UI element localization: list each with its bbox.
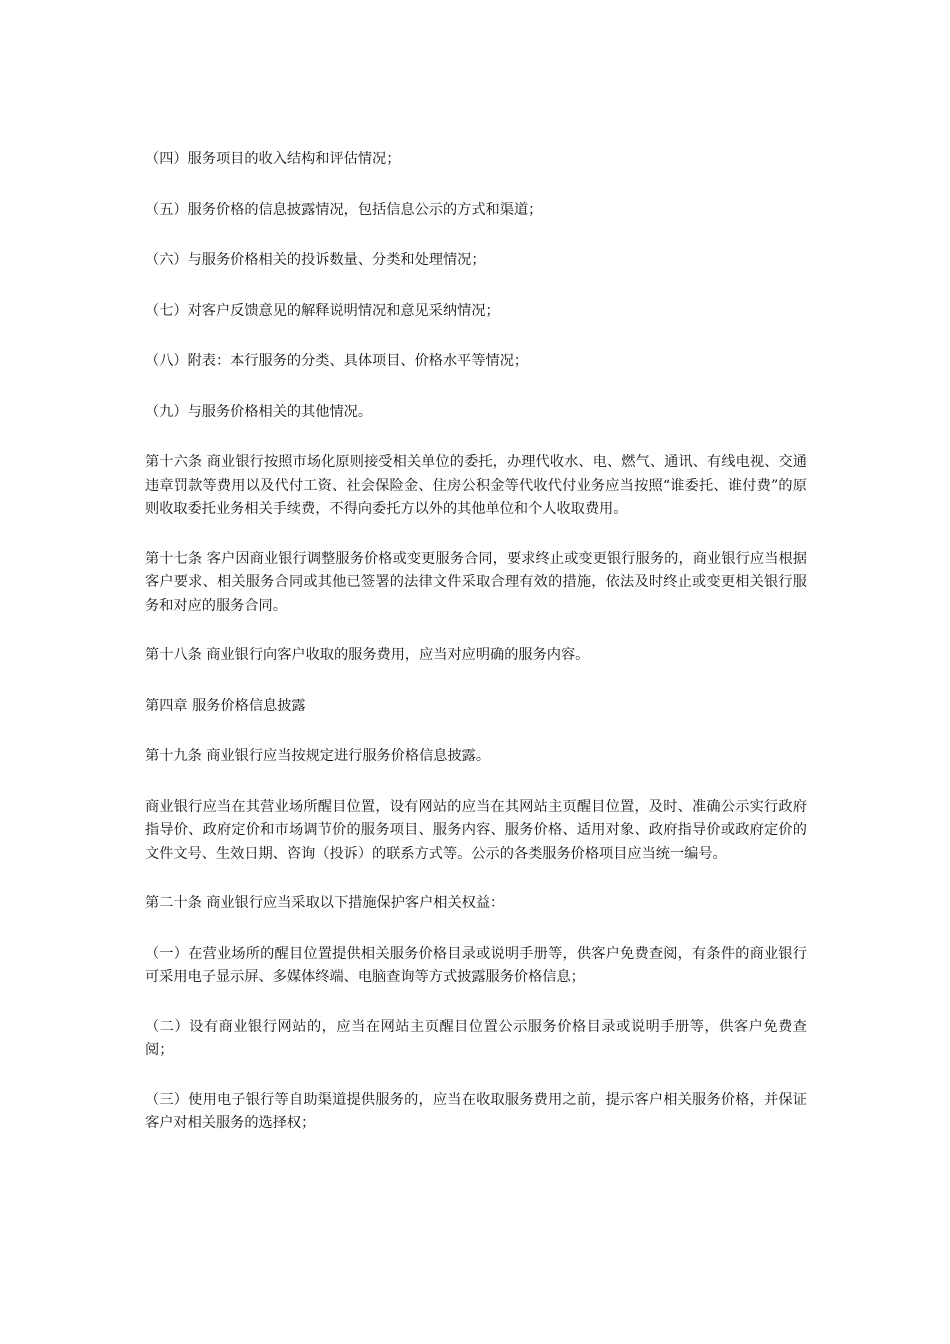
paragraph-item-6: （六）与服务价格相关的投诉数量、分类和处理情况； [145,252,486,268]
article-19-paragraph-2: 商业银行应当在其营业场所醒目位置，设有网站的应当在其网站主页醒目位置，及时、准确公示实行政府指导价、政府定价和市场调节价的服务项目、服务内容、服务价格、适用对象、政府指导价或政府定价的文件文号、生效日期、咨询（投诉）的联系方式等。公示的各类服务价格项目应当统一编号。 [145,798,807,862]
paragraph-item-9: （九）与服务价格相关的其他情况。 [145,403,373,420]
paragraph-item-7: （七）对客户反馈意见的解释说明情况和意见采纳情况； [145,302,500,319]
document-page [145,148,807,1162]
paragraph-item-4: （四）服务项目的收入结构和评估情况； [145,151,401,167]
article-20: 第二十条 商业银行应当采取以下措施保护客户相关权益： [145,895,505,911]
article-16: 第十六条 商业银行按照市场化原则接受相关单位的委托，办理代收水、电、燃气、通讯、有线电视、交通违章罚款等费用以及代付工资、社会保险金、住房公积金等代收代付业务应当按照“谁委托、谁付费”的原则收取委托业务相关手续费，不得向委托方以外的其他单位和个人收取费用。 [145,454,807,517]
article-19: 第十九条 商业银行应当按规定进行服务价格信息披露。 [145,748,491,764]
article-17: 第十七条 客户因商业银行调整服务价格或变更服务合同，要求终止或变更银行服务的，商业银行应当根据客户要求、相关服务合同或其他已签署的法律文件采取合理有效的措施，依法及时终止或变更相关银行服务和对应的服务合同。 [145,550,807,614]
article-20-item-2: （二）设有商业银行网站的，应当在网站主页醒目位置公示服务价格目录或说明手册等，供客户免费查阅； [145,1018,807,1058]
chapter-4-heading: 第四章 服务价格信息披露 [145,697,306,714]
article-20-item-1: （一）在营业场所的醒目位置提供相关服务价格目录或说明手册等，供客户免费查阅，有条件的商业银行可采用电子显示屏、多媒体终端、电脑查询等方式披露服务价格信息； [145,945,807,985]
paragraph-item-8: （八）附表：本行服务的分类、具体项目、价格水平等情况； [145,353,529,369]
article-18: 第十八条 商业银行向客户收取的服务费用，应当对应明确的服务内容。 [145,647,590,663]
paragraph-item-5: （五）服务价格的信息披露情况，包括信息公示的方式和渠道； [145,201,543,218]
article-20-item-3: （三）使用电子银行等自助渠道提供服务的，应当在收取服务费用之前，提示客户相关服务价格，并保证客户对相关服务的选择权； [145,1091,807,1131]
